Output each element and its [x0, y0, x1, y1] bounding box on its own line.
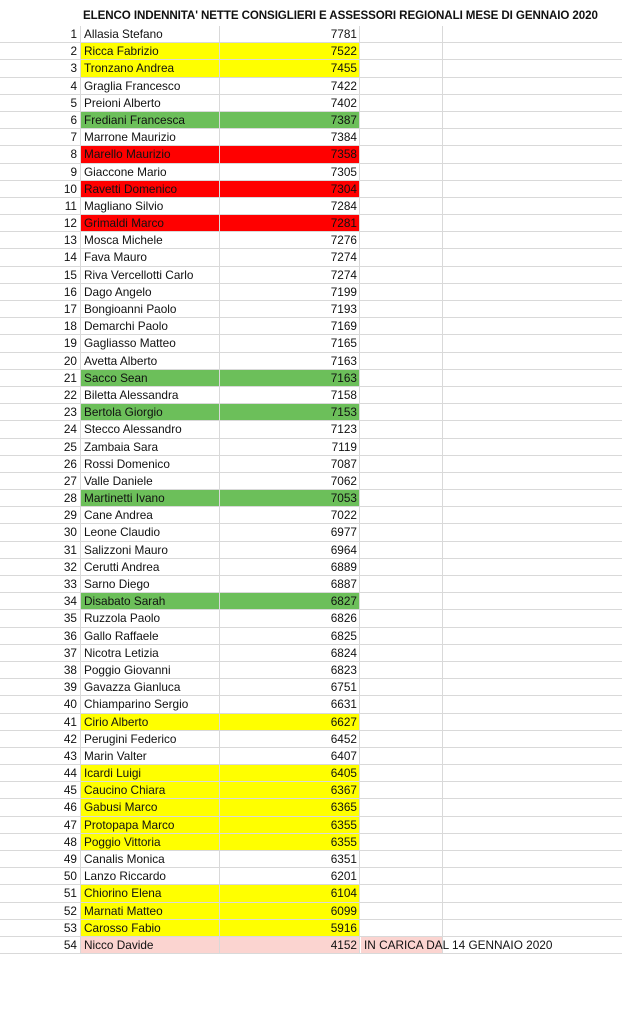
net-allowance-value: 7062 — [219, 473, 360, 489]
row-number: 14 — [63, 250, 77, 265]
row-number: 44 — [63, 766, 77, 781]
row-number: 28 — [63, 491, 77, 506]
row-number: 25 — [63, 439, 77, 454]
row-note — [361, 645, 443, 661]
net-allowance-value: 7422 — [219, 78, 360, 94]
table-row — [0, 60, 622, 77]
table-row — [0, 353, 622, 370]
table-row — [0, 507, 622, 524]
row-number: 8 — [70, 147, 77, 162]
row-note — [361, 301, 443, 317]
row-note — [361, 43, 443, 59]
councillor-name: Sarno Diego — [80, 576, 219, 592]
councillor-name: Perugini Federico — [80, 731, 219, 747]
table-row — [0, 542, 622, 559]
row-number: 54 — [63, 937, 77, 952]
table-row — [0, 524, 622, 541]
row-number: 38 — [63, 662, 77, 677]
row-number: 36 — [63, 628, 77, 643]
table-row — [0, 937, 622, 954]
councillor-name: Gavazza Gianluca — [80, 679, 219, 695]
row-note — [361, 112, 443, 128]
councillor-name: Martinetti Ivano — [80, 490, 219, 506]
row-note — [361, 559, 443, 575]
councillor-name: Ravetti Domenico — [80, 181, 219, 197]
table-row — [0, 26, 622, 43]
councillor-name: Magliano Silvio — [80, 198, 219, 214]
row-note — [361, 696, 443, 712]
councillor-name: Giaccone Mario — [80, 164, 219, 180]
table-row — [0, 267, 622, 284]
table-row — [0, 645, 622, 662]
row-note — [361, 78, 443, 94]
councillor-name: Ruzzola Paolo — [80, 610, 219, 626]
net-allowance-value: 7281 — [219, 215, 360, 231]
row-number: 40 — [63, 697, 77, 712]
table-row — [0, 817, 622, 834]
councillor-name: Bongioanni Paolo — [80, 301, 219, 317]
row-number: 46 — [63, 800, 77, 815]
row-number: 26 — [63, 456, 77, 471]
row-note — [361, 868, 443, 884]
row-number: 7 — [70, 130, 77, 145]
councillor-name: Leone Claudio — [80, 524, 219, 540]
row-note — [361, 920, 443, 936]
row-note — [361, 714, 443, 730]
net-allowance-value: 7123 — [219, 421, 360, 437]
row-number: 51 — [63, 886, 77, 901]
row-number: 30 — [63, 525, 77, 540]
net-allowance-value: 7384 — [219, 129, 360, 145]
row-note — [361, 628, 443, 644]
councillor-name: Nicco Davide — [80, 937, 219, 953]
row-note — [361, 490, 443, 506]
net-allowance-value: 7387 — [219, 112, 360, 128]
councillor-name: Mosca Michele — [80, 232, 219, 248]
net-allowance-value: 6823 — [219, 662, 360, 678]
row-note — [361, 60, 443, 76]
net-allowance-value: 7402 — [219, 95, 360, 111]
councillor-name: Carosso Fabio — [80, 920, 219, 936]
row-note — [361, 765, 443, 781]
row-number: 24 — [63, 422, 77, 437]
councillor-name: Gabusi Marco — [80, 799, 219, 815]
row-note — [361, 731, 443, 747]
row-note — [361, 748, 443, 764]
net-allowance-value: 6889 — [219, 559, 360, 575]
table-row — [0, 920, 622, 937]
row-number: 13 — [63, 233, 77, 248]
councillor-name: Caucino Chiara — [80, 782, 219, 798]
row-number: 32 — [63, 559, 77, 574]
net-allowance-value: 7304 — [219, 181, 360, 197]
row-note — [361, 181, 443, 197]
row-note — [361, 387, 443, 403]
table-row — [0, 628, 622, 645]
net-allowance-value: 6355 — [219, 817, 360, 833]
table-row — [0, 215, 622, 232]
row-number: 19 — [63, 336, 77, 351]
net-allowance-value: 6405 — [219, 765, 360, 781]
net-allowance-value: 6824 — [219, 645, 360, 661]
table-row — [0, 662, 622, 679]
row-note — [361, 95, 443, 111]
councillor-name: Lanzo Riccardo — [80, 868, 219, 884]
table-row — [0, 559, 622, 576]
table-row — [0, 490, 622, 507]
row-number: 2 — [70, 44, 77, 59]
row-number: 37 — [63, 645, 77, 660]
net-allowance-value: 7153 — [219, 404, 360, 420]
row-number: 39 — [63, 680, 77, 695]
net-allowance-value: 6201 — [219, 868, 360, 884]
row-number: 5 — [70, 95, 77, 110]
table-row — [0, 799, 622, 816]
net-allowance-value: 7163 — [219, 370, 360, 386]
net-allowance-value: 6964 — [219, 542, 360, 558]
row-number: 48 — [63, 834, 77, 849]
row-note — [361, 146, 443, 162]
net-allowance-value: 6099 — [219, 903, 360, 919]
table-row — [0, 782, 622, 799]
row-note — [361, 851, 443, 867]
row-note — [361, 267, 443, 283]
table-row — [0, 370, 622, 387]
councillor-name: Bertola Giorgio — [80, 404, 219, 420]
councillor-name: Protopapa Marco — [80, 817, 219, 833]
councillor-name: Sacco Sean — [80, 370, 219, 386]
row-note — [361, 353, 443, 369]
row-number: 42 — [63, 731, 77, 746]
row-number: 22 — [63, 387, 77, 402]
net-allowance-value: 7165 — [219, 335, 360, 351]
row-number: 10 — [63, 181, 77, 196]
net-allowance-value: 7455 — [219, 60, 360, 76]
councillor-name: Preioni Alberto — [80, 95, 219, 111]
row-note — [361, 542, 443, 558]
row-note — [361, 473, 443, 489]
table-row — [0, 456, 622, 473]
net-allowance-value: 6826 — [219, 610, 360, 626]
row-note — [361, 129, 443, 145]
row-note — [361, 610, 443, 626]
row-note — [361, 834, 443, 850]
row-number: 50 — [63, 869, 77, 884]
net-allowance-value: 6627 — [219, 714, 360, 730]
councillor-name: Marnati Matteo — [80, 903, 219, 919]
councillor-name: Poggio Giovanni — [80, 662, 219, 678]
row-note — [361, 232, 443, 248]
table-row — [0, 129, 622, 146]
net-allowance-value: 6887 — [219, 576, 360, 592]
councillor-name: Chiamparino Sergio — [80, 696, 219, 712]
row-note — [361, 817, 443, 833]
councillor-name: Graglia Francesco — [80, 78, 219, 94]
row-number: 31 — [63, 542, 77, 557]
net-allowance-value: 7522 — [219, 43, 360, 59]
row-note — [361, 198, 443, 214]
net-allowance-value: 4152 — [219, 937, 360, 953]
councillor-name: Frediani Francesca — [80, 112, 219, 128]
councillor-name: Avetta Alberto — [80, 353, 219, 369]
councillor-name: Gallo Raffaele — [80, 628, 219, 644]
table-row — [0, 851, 622, 868]
councillor-name: Chiorino Elena — [80, 885, 219, 901]
row-number: 33 — [63, 577, 77, 591]
row-number: 27 — [63, 473, 77, 488]
table-row — [0, 78, 622, 95]
table-row — [0, 868, 622, 885]
table-row — [0, 610, 622, 627]
net-allowance-value: 7087 — [219, 456, 360, 472]
row-number: 11 — [64, 198, 77, 213]
table-row — [0, 301, 622, 318]
row-note — [361, 456, 443, 472]
row-number: 23 — [63, 405, 77, 420]
table-row — [0, 404, 622, 421]
table-row — [0, 834, 622, 851]
row-note — [361, 335, 443, 351]
net-allowance-value: 7193 — [219, 301, 360, 317]
row-number: 29 — [63, 508, 77, 523]
councillor-name: Tronzano Andrea — [80, 60, 219, 76]
net-allowance-value: 6367 — [219, 782, 360, 798]
table-row — [0, 284, 622, 301]
row-note — [361, 26, 443, 42]
row-note — [361, 164, 443, 180]
row-note — [361, 249, 443, 265]
net-allowance-value: 7781 — [219, 26, 360, 42]
table-row — [0, 885, 622, 902]
councillor-name: Marello Maurizio — [80, 146, 219, 162]
row-note — [361, 903, 443, 919]
councillor-name: Demarchi Paolo — [80, 318, 219, 334]
net-allowance-value: 7158 — [219, 387, 360, 403]
table-row — [0, 387, 622, 404]
table-row — [0, 198, 622, 215]
councillor-name: Riva Vercellotti Carlo — [80, 267, 219, 283]
net-allowance-value: 7276 — [219, 232, 360, 248]
row-number: 41 — [63, 714, 77, 729]
table-row — [0, 748, 622, 765]
row-number: 52 — [63, 903, 77, 918]
row-note — [361, 284, 443, 300]
net-allowance-value: 7053 — [219, 490, 360, 506]
title-row — [0, 8, 622, 26]
table-row — [0, 696, 622, 713]
councillor-name: Grimaldi Marco — [80, 215, 219, 231]
net-allowance-value: 6365 — [219, 799, 360, 815]
row-number: 15 — [63, 267, 77, 282]
table-row — [0, 95, 622, 112]
net-allowance-value: 6751 — [219, 679, 360, 695]
row-number: 20 — [63, 353, 77, 368]
row-note — [361, 404, 443, 420]
row-note — [361, 370, 443, 386]
table-row — [0, 439, 622, 456]
row-number: 3 — [70, 61, 77, 76]
net-allowance-value: 6977 — [219, 524, 360, 540]
net-allowance-value: 7305 — [219, 164, 360, 180]
table-row — [0, 731, 622, 748]
row-note — [361, 885, 443, 901]
councillor-name: Cane Andrea — [80, 507, 219, 523]
row-number: 4 — [70, 78, 77, 93]
row-note — [361, 593, 443, 609]
row-number: 1 — [70, 27, 77, 41]
row-number: 12 — [63, 216, 77, 231]
row-number: 17 — [63, 302, 77, 316]
net-allowance-value: 6351 — [219, 851, 360, 867]
row-number: 49 — [63, 852, 77, 866]
councillor-name: Valle Daniele — [80, 473, 219, 489]
net-allowance-value: 7274 — [219, 249, 360, 265]
table-row — [0, 679, 622, 696]
net-allowance-value: 7022 — [219, 507, 360, 523]
row-note — [361, 421, 443, 437]
row-note — [361, 799, 443, 815]
net-allowance-value: 7119 — [219, 439, 360, 455]
row-note: IN CARICA DAL 14 GENNAIO 2020 — [361, 937, 443, 953]
table-row — [0, 576, 622, 593]
net-allowance-value: 6407 — [219, 748, 360, 764]
row-number: 47 — [63, 817, 77, 832]
table-row — [0, 473, 622, 490]
net-allowance-value: 6631 — [219, 696, 360, 712]
table-row — [0, 318, 622, 335]
councillor-name: Dago Angelo — [80, 284, 219, 300]
row-number: 9 — [70, 164, 77, 179]
net-allowance-value: 6104 — [219, 885, 360, 901]
net-allowance-value: 6355 — [219, 834, 360, 850]
table-row — [0, 249, 622, 266]
net-allowance-value: 7274 — [219, 267, 360, 283]
row-number: 34 — [63, 594, 77, 609]
net-allowance-value: 6825 — [219, 628, 360, 644]
net-allowance-value: 6452 — [219, 731, 360, 747]
row-number: 53 — [63, 920, 77, 935]
net-allowance-value: 6827 — [219, 593, 360, 609]
councillor-name: Cirio Alberto — [80, 714, 219, 730]
row-note — [361, 576, 443, 592]
table-row — [0, 181, 622, 198]
table-row — [0, 714, 622, 731]
spreadsheet — [0, 8, 622, 954]
row-number: 6 — [70, 112, 77, 127]
councillor-name: Canalis Monica — [80, 851, 219, 867]
councillor-name: Cerutti Andrea — [80, 559, 219, 575]
row-note — [361, 215, 443, 231]
councillor-name: Ricca Fabrizio — [80, 43, 219, 59]
row-number: 16 — [63, 284, 77, 299]
table-body — [0, 26, 622, 954]
table-row — [0, 593, 622, 610]
row-note — [361, 524, 443, 540]
councillor-name: Fava Mauro — [80, 249, 219, 265]
table-row — [0, 112, 622, 129]
table-row — [0, 421, 622, 438]
net-allowance-value: 7358 — [219, 146, 360, 162]
row-note — [361, 507, 443, 523]
councillor-name: Stecco Alessandro — [80, 421, 219, 437]
net-allowance-value: 7169 — [219, 318, 360, 334]
councillor-name: Rossi Domenico — [80, 456, 219, 472]
table-row — [0, 335, 622, 352]
table-row — [0, 43, 622, 60]
row-number: 35 — [63, 611, 77, 626]
net-allowance-value: 7163 — [219, 353, 360, 369]
row-number: 43 — [63, 748, 77, 763]
table-row — [0, 232, 622, 249]
net-allowance-value: 5916 — [219, 920, 360, 936]
table-row — [0, 765, 622, 782]
table-row — [0, 903, 622, 920]
councillor-name: Disabato Sarah — [80, 593, 219, 609]
row-number: 45 — [63, 783, 77, 798]
councillor-name: Biletta Alessandra — [80, 387, 219, 403]
row-note — [361, 318, 443, 334]
councillor-name: Allasia Stefano — [80, 26, 219, 42]
councillor-name: Gagliasso Matteo — [80, 335, 219, 351]
councillor-name: Marrone Maurizio — [80, 129, 219, 145]
councillor-name: Salizzoni Mauro — [80, 542, 219, 558]
row-note — [361, 662, 443, 678]
row-number: 18 — [63, 319, 77, 334]
net-allowance-value: 7284 — [219, 198, 360, 214]
row-number: 21 — [63, 370, 77, 385]
row-note — [361, 679, 443, 695]
councillor-name: Zambaia Sara — [80, 439, 219, 455]
row-note — [361, 782, 443, 798]
row-note — [361, 439, 443, 455]
net-allowance-value: 7199 — [219, 284, 360, 300]
councillor-name: Icardi Luigi — [80, 765, 219, 781]
table-row — [0, 146, 622, 163]
councillor-name: Poggio Vittoria — [80, 834, 219, 850]
table-row — [0, 164, 622, 181]
councillor-name: Nicotra Letizia — [80, 645, 219, 661]
councillor-name: Marin Valter — [80, 748, 219, 764]
sheet-title: ELENCO INDENNITA' NETTE CONSIGLIERI E ASSESSORI REGIONALI MESE DI GENNAIO 2020 — [83, 9, 598, 22]
